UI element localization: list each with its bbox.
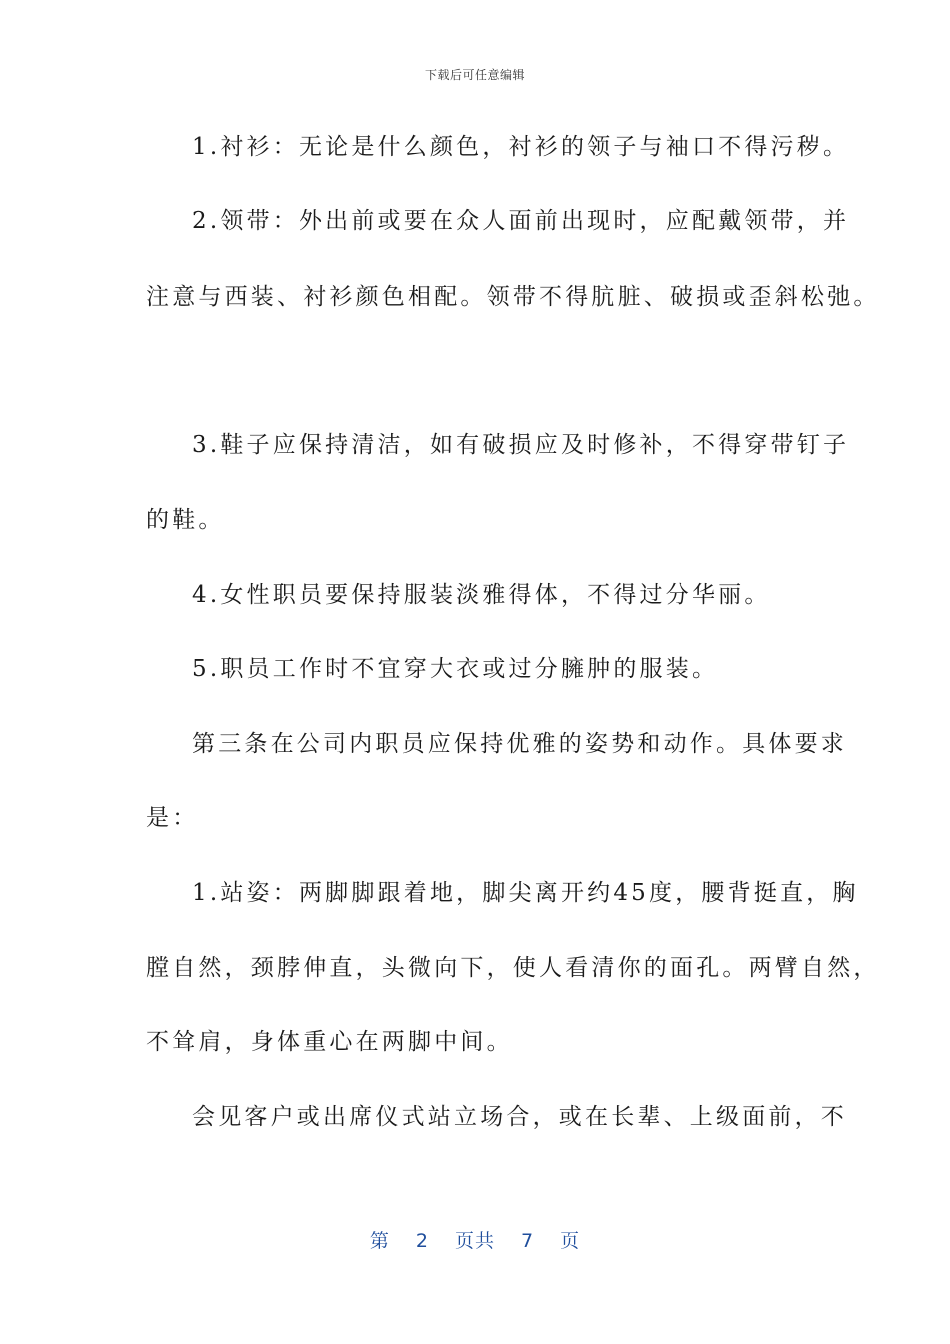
text-line: 1.衬衫：无论是什么颜色，衬衫的领子与袖口不得污秽。 bbox=[192, 134, 850, 160]
text-line: 会见客户或出席仪式站立场合，或在长辈、上级面前，不 bbox=[192, 1104, 847, 1130]
header-note: 下载后可任意编辑 bbox=[424, 68, 525, 82]
text-line: 膛自然，颈脖伸直，头微向下，使人看清你的面孔。两臂自然， bbox=[146, 955, 880, 981]
current-page-number: 2 bbox=[415, 1230, 429, 1252]
total-pages-number: 7 bbox=[521, 1230, 535, 1252]
text-line: 是： bbox=[146, 805, 199, 831]
text-line: 4.女性职员要保持服装淡雅得体，不得过分华丽。 bbox=[192, 582, 771, 608]
text-line: 2.领带：外出前或要在众人面前出现时，应配戴领带，并 bbox=[192, 208, 850, 234]
text-line: 1.站姿：两脚脚跟着地，脚尖离开约45度，腰背挺直，胸 bbox=[192, 880, 859, 906]
text-line: 不耸肩，身体重心在两脚中间。 bbox=[146, 1029, 513, 1055]
footer-middle: 页共 bbox=[454, 1230, 495, 1252]
text-line: 注意与西装、衬衫颜色相配。领带不得肮脏、破损或歪斜松弛。 bbox=[146, 284, 880, 310]
text-line: 5.职员工作时不宜穿大衣或过分臃肿的服装。 bbox=[192, 656, 719, 682]
text-line: 3.鞋子应保持清洁，如有破损应及时修补，不得穿带钉子 bbox=[192, 432, 850, 458]
footer-suffix: 页 bbox=[560, 1230, 581, 1252]
footer-prefix: 第 bbox=[369, 1230, 390, 1252]
page-footer bbox=[0, 1226, 950, 1253]
text-line: 第三条在公司内职员应保持优雅的姿势和动作。具体要求 bbox=[192, 731, 847, 757]
text-line: 的鞋。 bbox=[146, 507, 225, 533]
